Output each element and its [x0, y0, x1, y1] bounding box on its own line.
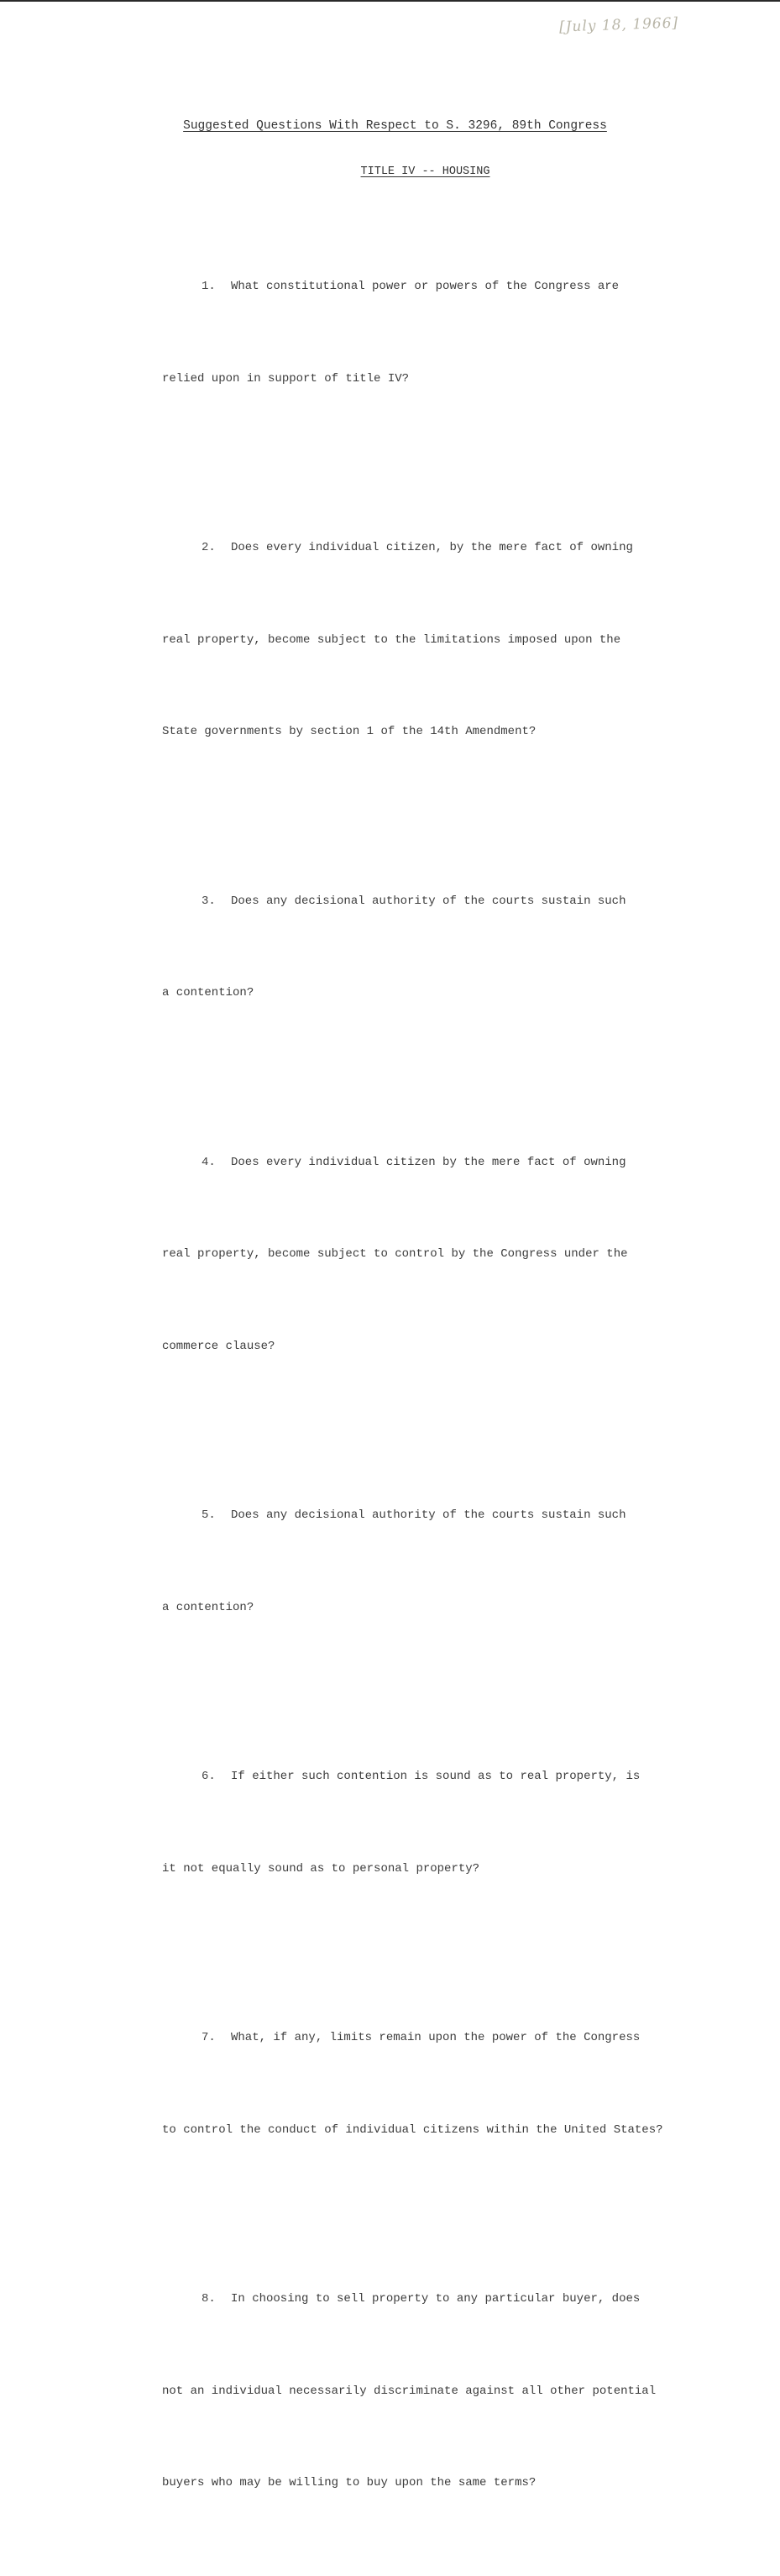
question-text-line: Does any decisional authority of the courts sustain such	[231, 1508, 626, 1522]
question-text-line: State governments by section 1 of the 14th Amendment?	[162, 725, 537, 738]
document-title	[0, 119, 780, 133]
document-title-text: Suggested Questions With Respect to S. 3296, 89th Congress	[183, 119, 607, 133]
question-4	[162, 1086, 716, 1424]
question-text-line: real property, become subject to the limitations imposed upon the	[162, 632, 621, 647]
question-text-line: real property, become subject to control by the Congress under the	[162, 1247, 628, 1261]
questions-list	[162, 210, 716, 2576]
page-top-edge	[0, 0, 780, 2]
question-text-line: commerce clause?	[162, 1339, 275, 1353]
question-number: 1.	[202, 280, 216, 293]
handwritten-date-annotation: [July 18, 1966]	[558, 14, 679, 36]
question-number: 3.	[202, 894, 216, 908]
question-text-line: What constitutional power or powers of the Congress are	[231, 280, 620, 293]
question-text-line: relied upon in support of title IV?	[162, 371, 410, 386]
question-text-line: it not equally sound as to personal property?	[162, 1861, 480, 1876]
question-text-line: Does every individual citizen, by the mere fact of owning	[231, 541, 633, 554]
question-number: 4.	[202, 1155, 216, 1169]
question-text-line: a contention?	[162, 986, 254, 999]
question-text-line: a contention?	[162, 1600, 254, 1614]
question-text-line: Does any decisional authority of the courts sustain such	[231, 894, 626, 908]
question-text-line: What, if any, limits remain upon the power of the Congress	[231, 2031, 641, 2044]
question-text-line: not an individual necessarily discriminate against all other potential	[162, 2384, 657, 2398]
question-text-line: buyers who may be willing to buy upon the same terms?	[162, 2476, 537, 2489]
question-number: 7.	[202, 2031, 216, 2044]
question-2	[162, 471, 716, 809]
document-subtitle	[0, 165, 780, 178]
question-5	[162, 1439, 716, 1684]
question-text-line: Does every individual citizen by the mere fact of owning	[231, 1155, 626, 1169]
document-subtitle-text: TITLE IV -- HOUSING	[360, 165, 490, 178]
question-text-line: If either such contention is sound as to real property, is	[231, 1770, 641, 1783]
question-text-line: to control the conduct of individual citizens within the United States?	[162, 2122, 663, 2137]
question-7	[162, 1961, 716, 2206]
question-number: 5.	[202, 1508, 216, 1522]
question-number: 6.	[202, 1770, 216, 1783]
question-6	[162, 1700, 716, 1945]
question-text-line: In choosing to sell property to any particular buyer, does	[231, 2292, 641, 2306]
question-1	[162, 210, 716, 455]
question-8	[162, 2222, 716, 2560]
question-3	[162, 825, 716, 1070]
question-number: 8.	[202, 2292, 216, 2306]
question-number: 2.	[202, 541, 216, 554]
